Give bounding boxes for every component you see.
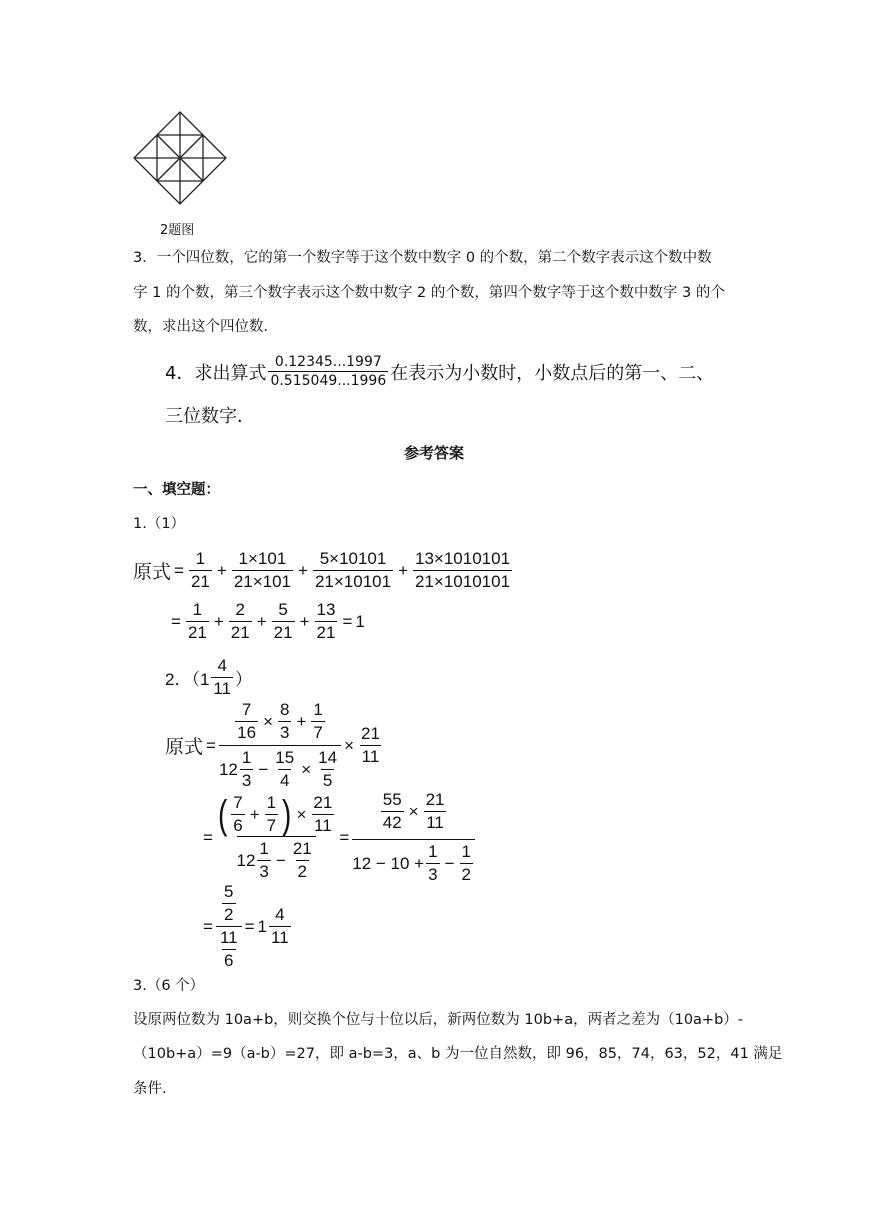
den: 21 — [316, 623, 336, 642]
num: 4 — [217, 656, 227, 675]
equals-sign: = — [203, 827, 213, 847]
a1-r4 — [315, 600, 338, 643]
num: 21 — [361, 724, 380, 743]
num: 1 — [241, 748, 252, 767]
equals-sign: = — [174, 560, 184, 580]
f1-7 — [311, 700, 324, 743]
den: 21 — [230, 623, 250, 642]
f21-2 — [291, 839, 314, 882]
a1-lhs: 原式 — [133, 562, 172, 583]
plus-sign: + — [299, 611, 310, 631]
den: 11 — [314, 816, 332, 835]
a1-result: 1 — [355, 611, 365, 631]
whole-12: 12 — [236, 850, 256, 870]
answer-title: 参考答案 — [404, 444, 465, 462]
times-sign: × — [296, 804, 307, 824]
den: 6 — [233, 816, 243, 835]
q3-line3: 数，求出这个四位数． — [133, 319, 278, 335]
den: 3 — [280, 723, 290, 742]
a2-label-text: 2．（1 — [165, 670, 210, 689]
den: 2 — [461, 865, 471, 884]
q3-line2: 字 1 的个数，第三个数字表示这个数中数字 2 的个数，第四个数字等于这个数中数字 3 的个 — [133, 285, 725, 301]
f15-4 — [273, 748, 296, 791]
num: 2 — [235, 600, 245, 619]
den: 21×101 — [233, 572, 292, 591]
a3-line2: （10b+a）=9（a-b）=27，即 a-b=3，a、b 为一位自然数，即 96，85，74，63，52，41 满足 — [133, 1046, 783, 1062]
a1-t2 — [232, 549, 293, 592]
f1-7 — [265, 793, 278, 836]
q4-suffix: 在表示为小数时，小数点后的第一、二、 — [390, 362, 715, 384]
num: 5 — [278, 600, 288, 619]
equals-sign: = — [206, 735, 216, 755]
den: 21 — [187, 623, 207, 642]
plus-sign: + — [398, 560, 409, 580]
right-paren: ) — [282, 792, 292, 837]
den: 4 — [280, 771, 290, 790]
f1-3 — [257, 839, 270, 882]
figure-caption: 2题图 — [160, 223, 195, 238]
num: 21 — [425, 790, 445, 809]
num: 7 — [241, 700, 252, 719]
times-sign: × — [344, 735, 354, 755]
final-whole: 1 — [257, 916, 267, 936]
den: 5 — [322, 771, 333, 790]
q4-numerator: 0.12345...1997 — [274, 354, 382, 370]
f1-3 — [426, 842, 439, 885]
num: 1×101 — [238, 549, 287, 568]
a2-line3 — [200, 882, 293, 971]
den: 11 — [361, 747, 380, 766]
times-sign: × — [301, 759, 312, 779]
den: 7 — [266, 816, 277, 835]
plus-sign: + — [249, 804, 260, 824]
num: 13×1010101 — [415, 549, 511, 568]
den-text: 12 − 10 + — [352, 853, 425, 873]
a2-lhs: 原式 — [165, 737, 204, 758]
a2-label-frac — [211, 656, 233, 699]
times-sign: × — [263, 711, 273, 731]
equals-sign: = — [203, 916, 213, 936]
f1-3 — [240, 748, 253, 791]
num: 21 — [313, 793, 333, 812]
a1-r1 — [186, 600, 209, 643]
a2-right-num — [379, 790, 449, 839]
a3-line3: 条件. — [133, 1081, 167, 1097]
a2-label-close: ） — [235, 670, 253, 689]
section-fill-blank: 一、填空题： — [133, 482, 220, 498]
num: 21 — [292, 839, 312, 858]
num: 5 — [224, 882, 234, 901]
a2-left-num — [216, 793, 336, 836]
num: 1 — [192, 600, 203, 619]
num: 1 — [313, 700, 323, 719]
num: 8 — [280, 700, 290, 719]
den: 11 — [271, 928, 289, 947]
f7-16 — [235, 700, 258, 743]
q3-line1: 3．一个四位数，它的第一个数字等于这个数中数字 0 的个数，第二个数字表示这个数中数 — [133, 250, 712, 266]
a1-r3 — [272, 600, 295, 643]
whole-12: 12 — [218, 759, 238, 779]
f5-2 — [222, 882, 235, 926]
den: 16 — [237, 723, 257, 742]
a3-line1: 设原两位数为 10a+b，则交换个位与十位以后，新两位数为 10b+a，两者之差为（10a+b）- — [133, 1012, 744, 1028]
den: 7 — [313, 723, 323, 742]
den: 11 — [426, 813, 444, 832]
den: 21×10101 — [314, 572, 392, 591]
num: 1 — [195, 549, 206, 568]
plus-sign: + — [213, 611, 224, 631]
den: 3 — [428, 865, 438, 884]
num: 14 — [318, 748, 338, 767]
a2-right-den — [352, 839, 475, 885]
a1-line2 — [168, 600, 365, 643]
den: 21 — [273, 623, 293, 642]
equals-sign: = — [244, 916, 255, 936]
a1-label: 1.（1） — [133, 516, 186, 532]
a2-big-fraction — [219, 700, 341, 791]
minus-sign: − — [444, 853, 455, 873]
num: 55 — [382, 790, 402, 809]
equals-sign: = — [339, 827, 350, 847]
times-sign: × — [408, 801, 419, 821]
plus-sign: + — [216, 560, 227, 580]
plus-sign: + — [296, 711, 307, 731]
a2-label — [165, 656, 252, 699]
f14-5 — [316, 748, 339, 791]
f21-11 — [424, 790, 447, 833]
q4-denominator: 0.515049...1996 — [270, 373, 387, 389]
f8-3 — [278, 700, 291, 743]
left-paren: ( — [217, 792, 228, 837]
num: 5×10101 — [319, 549, 387, 568]
f55-42 — [381, 790, 404, 833]
equals-sign: = — [171, 611, 181, 631]
den: 6 — [224, 951, 234, 970]
a2-frac-right — [352, 790, 475, 885]
num: 1 — [266, 793, 277, 812]
minus-sign: − — [258, 759, 269, 779]
a3-label: 3.（6 个） — [133, 978, 205, 994]
q4-fraction — [268, 354, 388, 389]
a2-line2 — [200, 790, 475, 885]
plus-sign: + — [256, 611, 267, 631]
num: 15 — [275, 748, 295, 767]
a2-compound-fraction — [216, 882, 242, 971]
den: 2 — [297, 862, 308, 881]
final-frac — [269, 905, 291, 948]
den: 21×1010101 — [415, 572, 511, 591]
f1-2 — [460, 842, 473, 885]
den: 3 — [259, 862, 269, 881]
diamond-grid-figure — [132, 110, 228, 206]
num: 1 — [259, 839, 269, 858]
num: 11 — [219, 928, 238, 947]
f21-11 — [359, 724, 382, 767]
minus-sign: − — [275, 850, 286, 870]
a2-big-num — [233, 700, 327, 745]
a2-frac-left — [216, 793, 336, 882]
f21-11 — [311, 793, 334, 836]
a1-t3 — [313, 549, 393, 592]
num: 4 — [275, 905, 285, 924]
a2-compound-den — [216, 926, 242, 971]
num: 7 — [233, 793, 243, 812]
q4-line1 — [165, 354, 714, 389]
a2-line1 — [165, 700, 384, 791]
num: 13 — [316, 600, 336, 619]
a2-big-den — [219, 745, 341, 791]
f11-6 — [218, 928, 240, 971]
num: 1 — [428, 842, 438, 861]
equals-sign: = — [342, 611, 353, 631]
a1-r2 — [229, 600, 252, 643]
den: 2 — [224, 905, 234, 924]
a1-t4 — [413, 549, 512, 592]
q4-line2: 三位数字． — [165, 406, 255, 427]
den: 21 — [190, 572, 210, 591]
a2-left-den — [237, 836, 316, 882]
den: 42 — [382, 813, 402, 832]
a1-t1 — [189, 549, 212, 592]
plus-sign: + — [298, 560, 308, 580]
f7-6 — [231, 793, 244, 836]
a1-line1 — [133, 549, 514, 592]
den: 3 — [241, 771, 252, 790]
den: 11 — [213, 679, 232, 698]
num: 1 — [461, 842, 471, 861]
q4-prefix: 4．求出算式 — [165, 362, 267, 384]
